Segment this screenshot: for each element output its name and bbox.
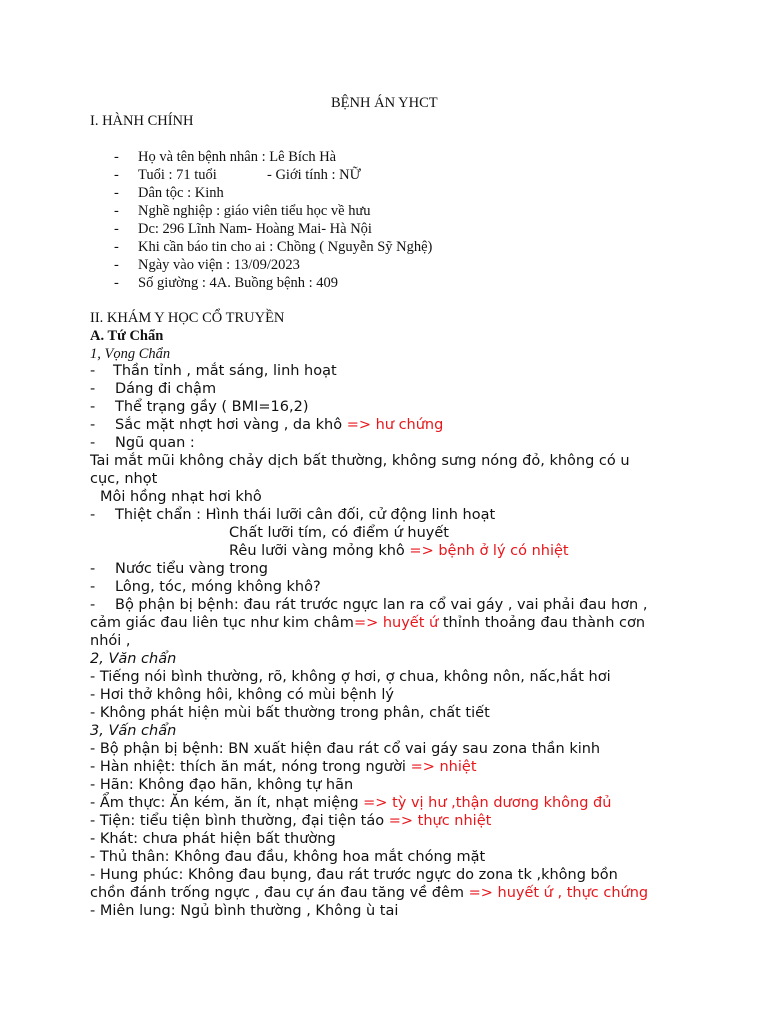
conclusion-text: => huyết ứ , thực chứng xyxy=(468,885,649,901)
van-line: - Tiếng nói bình thường, rõ, không ợ hơi, ợ chua, không nôn, nấc,hắt hơi xyxy=(90,669,611,685)
conclusion-text: => nhiệt xyxy=(410,759,477,775)
patient-name: Họ và tên bệnh nhân : Lê Bích Hà xyxy=(138,149,337,165)
vong-line: nhói , xyxy=(90,633,131,649)
list-bullet: - xyxy=(114,167,119,183)
list-bullet: - xyxy=(90,597,96,613)
conclusion-text: => thực nhiệt xyxy=(388,813,492,829)
list-bullet: - xyxy=(90,507,96,523)
vong-line: Môi hồng nhạt hơi khô xyxy=(100,489,262,505)
list-bullet: - xyxy=(114,149,119,165)
vong-line: Chất lưỡi tím, có điểm ứ huyết xyxy=(229,525,449,541)
emergency-contact: Khi cần báo tin cho ai : Chồng ( Nguyễn Sỹ Nghệ) xyxy=(138,239,433,255)
patient-ethnicity: Dân tộc : Kinh xyxy=(138,185,224,201)
list-bullet: - xyxy=(90,417,96,433)
list-bullet: - xyxy=(114,239,119,255)
van-line: - Hơi thở không hôi, không có mùi bệnh lý xyxy=(90,687,394,703)
patient-gender: - Giới tính : NỮ xyxy=(267,167,361,183)
vanchan-line: - Khát: chưa phát hiện bất thường xyxy=(90,831,336,847)
document-title: BỆNH ÁN YHCT xyxy=(331,95,438,111)
vanchan-line: - Tiện: tiểu tiện bình thường, đại tiện táo => thực nhiệt xyxy=(90,813,492,829)
vong-line: Thể trạng gầy ( BMI=16,2) xyxy=(115,399,309,415)
vanchan-line: - Hãn: Không đạo hãn, không tự hãn xyxy=(90,777,354,793)
vong-line: Tai mắt mũi không chảy dịch bất thường, không sưng nóng đỏ, không có u xyxy=(90,453,630,469)
van-line: - Không phát hiện mùi bất thường trong phân, chất tiết xyxy=(90,705,490,721)
conclusion-text: => huyết ứ xyxy=(353,615,439,631)
vong-line: cục, nhọt xyxy=(90,471,158,487)
list-bullet: - xyxy=(90,399,96,415)
vong-line: cảm giác đau liên tục như kim châm=> huyết ứ thỉnh thoảng đau thành cơn xyxy=(90,615,646,631)
vong-chan-title: 1, Vọng Chẩn xyxy=(90,346,171,362)
vong-line: Thiệt chẩn : Hình thái lưỡi cân đối, cử động linh hoạt xyxy=(115,507,496,523)
section-2a-heading: A. Tứ Chẩn xyxy=(90,328,164,344)
list-bullet: - xyxy=(114,185,119,201)
conclusion-text: => bệnh ở lý có nhiệt xyxy=(409,543,569,559)
vanchan-line: - Bộ phận bị bệnh: BN xuất hiện đau rát cổ vai gáy sau zona thần kinh xyxy=(90,741,601,757)
vong-line: Bộ phận bị bệnh: đau rát trước ngực lan ra cổ vai gáy , vai phải đau hơn , xyxy=(115,597,648,613)
vanchan-line: - Thủ thân: Không đau đầu, không hoa mắt chóng mặt xyxy=(90,849,486,865)
conclusion-text: => hư chứng xyxy=(346,417,444,433)
vong-line: Lông, tóc, móng không khô? xyxy=(115,579,321,595)
vanchan-line: - Ẩm thực: Ăn kém, ăn ít, nhạt miệng => tỳ vị hư ,thận dương không đủ xyxy=(90,795,612,811)
list-bullet: - xyxy=(114,203,119,219)
list-bullet: - xyxy=(114,275,119,291)
patient-address: Dc: 296 Lĩnh Nam- Hoàng Mai- Hà Nội xyxy=(138,221,372,237)
patient-occupation: Nghề nghiệp : giáo viên tiểu học về hưu xyxy=(138,203,371,219)
vanchan-line: - Hung phúc: Không đau bụng, đau rát trước ngực do zona tk ,không bồn xyxy=(90,867,618,883)
vanchan-line: - Hàn nhiệt: thích ăn mát, nóng trong người => nhiệt xyxy=(90,759,477,775)
vanchan-line: chồn đánh trống ngực , đau cự án đau tăng về đêm => huyết ứ , thực chứng xyxy=(90,885,649,901)
vong-line: Nước tiểu vàng trong xyxy=(115,561,268,577)
vong-line: Sắc mặt nhợt hơi vàng , da khô => hư chứng xyxy=(115,417,444,433)
list-bullet: - xyxy=(90,561,96,577)
vanchan-line: - Miên lung: Ngủ bình thường , Không ù tai xyxy=(90,903,399,919)
section-2-heading: II. KHÁM Y HỌC CỔ TRUYỀN xyxy=(90,310,285,326)
vong-line: Rêu lưỡi vàng mỏng khô => bệnh ở lý có nhiệt xyxy=(229,543,569,559)
list-bullet: - xyxy=(114,257,119,273)
vong-line: Dáng đi chậm xyxy=(115,381,217,397)
admission-date: Ngày vào viện : 13/09/2023 xyxy=(138,257,300,273)
list-bullet: - xyxy=(90,381,96,397)
list-bullet: - xyxy=(90,435,96,451)
list-bullet: - xyxy=(114,221,119,237)
patient-age: Tuổi : 71 tuổi xyxy=(138,167,217,183)
section-1-heading: I. HÀNH CHÍNH xyxy=(90,113,194,129)
list-bullet: - xyxy=(90,579,96,595)
vong-line: Ngũ quan : xyxy=(115,435,195,451)
van-chan-title: 2, Văn chẩn xyxy=(90,651,177,667)
list-bullet: - xyxy=(90,363,96,379)
conclusion-text: => tỳ vị hư ,thận dương không đủ xyxy=(363,795,612,811)
van-chan-3-title: 3, Vấn chẩn xyxy=(90,723,177,739)
vong-line: Thần tỉnh , mắt sáng, linh hoạt xyxy=(113,363,337,379)
bed-room: Số giường : 4A. Buồng bệnh : 409 xyxy=(138,275,339,291)
